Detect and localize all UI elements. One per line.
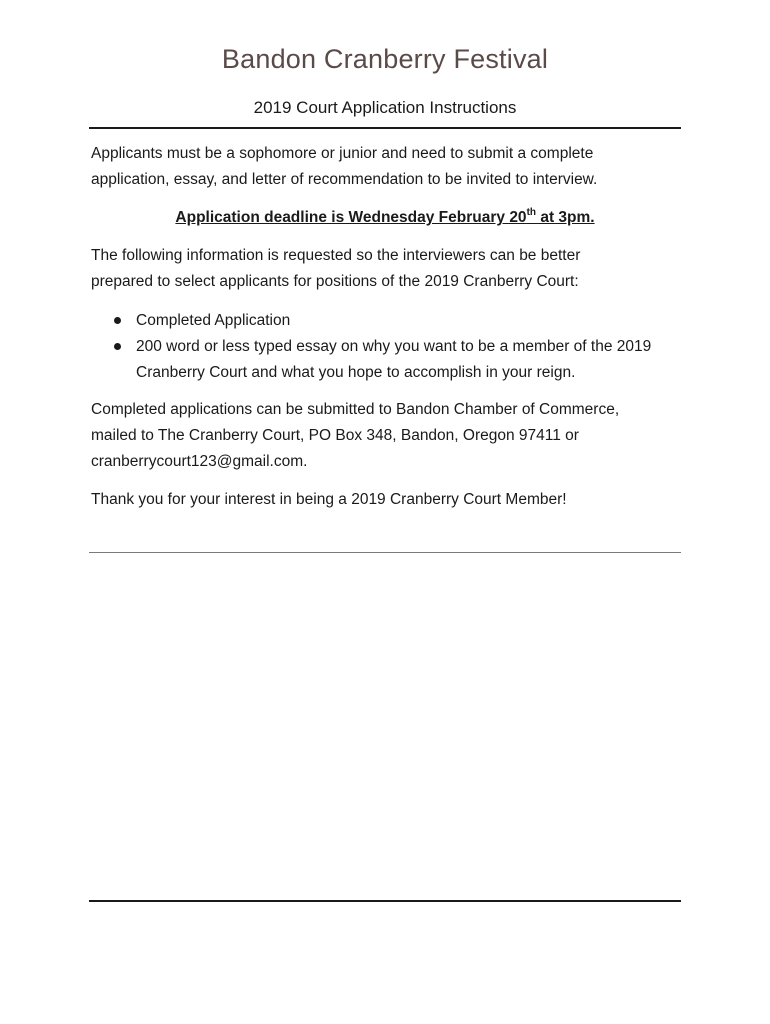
document-title: Bandon Cranberry Festival bbox=[221, 44, 549, 74]
deadline-notice bbox=[0, 205, 770, 231]
intro-paragraph bbox=[91, 141, 691, 193]
intro-line-1: Applicants must be a sophomore or junior and need to submit a complete bbox=[91, 145, 594, 162]
thanks-paragraph bbox=[91, 487, 691, 513]
list-item-text-continued: Cranberry Court and what you hope to accomplish in your reign. bbox=[136, 364, 576, 381]
bullet-icon bbox=[114, 317, 121, 324]
submission-line-2: mailed to The Cranberry Court, PO Box 348, Bandon, Oregon 97411 or bbox=[91, 427, 579, 444]
info-line-1: The following information is requested so the interviewers can be better bbox=[91, 247, 581, 264]
deadline-time: at 3pm. bbox=[536, 209, 595, 226]
submission-paragraph bbox=[91, 397, 691, 475]
deadline-superscript: th bbox=[526, 207, 537, 218]
submission-line-1: Completed applications can be submitted to Bandon Chamber of Commerce, bbox=[91, 401, 620, 418]
top-divider bbox=[89, 127, 681, 129]
bullet-icon bbox=[114, 343, 121, 350]
list-item bbox=[136, 308, 696, 334]
thanks-text: Thank you for your interest in being a 2019 Cranberry Court Member! bbox=[91, 491, 567, 508]
submission-email: cranberrycourt123@gmail.com. bbox=[91, 453, 308, 470]
info-paragraph bbox=[91, 243, 691, 295]
deadline-text: Application deadline is Wednesday February 20 bbox=[175, 209, 527, 226]
intro-line-2: application, essay, and letter of recommendation to be invited to interview. bbox=[91, 171, 598, 188]
list-item-text: Completed Application bbox=[136, 312, 291, 329]
list-item bbox=[136, 334, 696, 386]
middle-divider bbox=[89, 552, 681, 553]
list-item-text: 200 word or less typed essay on why you want to be a member of the 2019 bbox=[136, 338, 652, 355]
bottom-divider bbox=[89, 900, 681, 902]
requirements-list bbox=[136, 308, 696, 386]
document-subtitle: 2019 Court Application Instructions bbox=[253, 98, 517, 117]
info-line-2: prepared to select applicants for positions of the 2019 Cranberry Court: bbox=[91, 273, 579, 290]
